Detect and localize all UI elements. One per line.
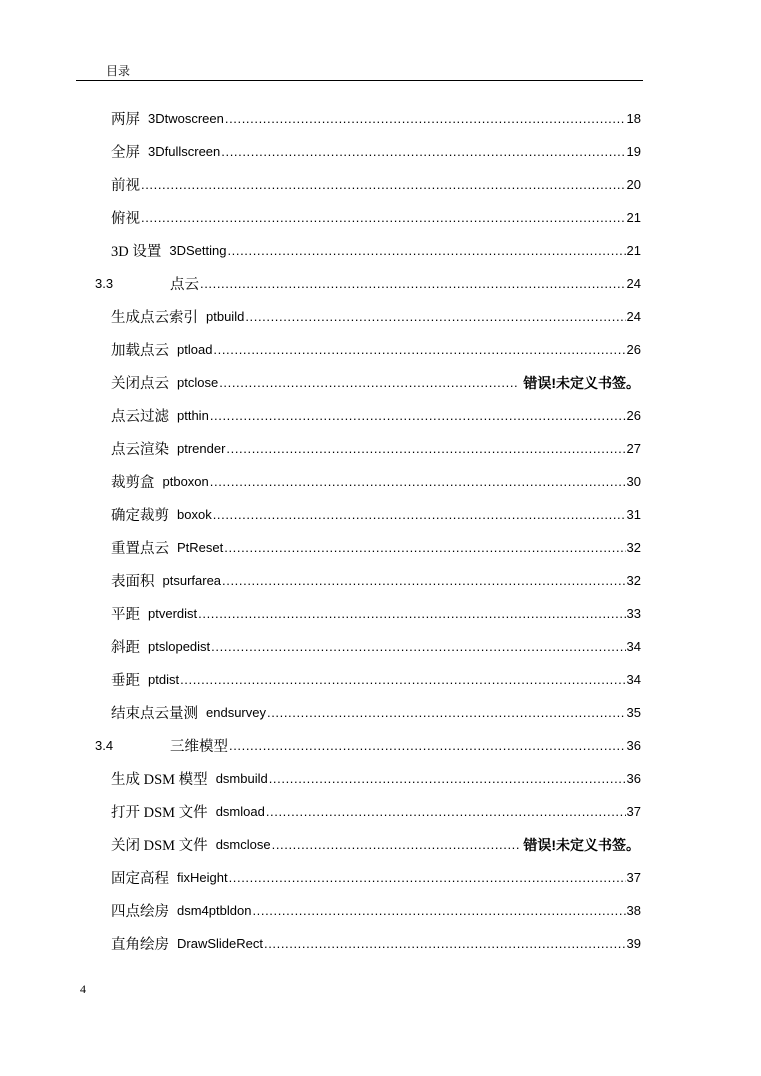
toc-page-number: 24 [626, 276, 641, 291]
toc-page-number: 35 [626, 705, 641, 720]
toc-dot-leader [200, 277, 626, 290]
toc-entry[interactable] [0, 399, 761, 432]
toc-entry-command: ptverdist [148, 606, 198, 621]
toc-entry[interactable] [0, 300, 761, 333]
toc-entry-title: 四点绘房 [111, 904, 169, 920]
toc-entry-title: 表面积 [111, 574, 155, 590]
toc-entry[interactable] [0, 234, 761, 267]
header-rule [76, 80, 643, 81]
toc-entry-title: 3D 设置 [111, 244, 162, 260]
toc-dot-leader [266, 805, 626, 818]
toc-entry[interactable] [0, 663, 761, 696]
toc-entry-title: 关闭点云 [111, 376, 169, 392]
toc-dot-leader [198, 607, 625, 620]
toc-entry-title: 重置点云 [111, 541, 169, 557]
toc-entry[interactable] [0, 630, 761, 663]
toc-dot-leader [141, 178, 626, 191]
toc-entry[interactable] [0, 498, 761, 531]
toc-dot-leader [210, 475, 626, 488]
toc-dot-leader [224, 541, 625, 554]
toc-entry-title: 固定高程 [111, 871, 169, 887]
toc-page-number: 20 [626, 177, 641, 192]
toc-entry-title: 点云过滤 [111, 409, 169, 425]
toc-entry[interactable] [0, 762, 761, 795]
toc-entry[interactable] [0, 861, 761, 894]
toc-dot-leader [141, 211, 626, 224]
toc-entry-command: dsm4ptbldon [177, 903, 252, 918]
toc-page-number: 32 [626, 573, 641, 588]
toc-page-number: 36 [626, 738, 641, 753]
toc-entry[interactable] [0, 564, 761, 597]
toc-page-number: 32 [626, 540, 641, 555]
toc-entry[interactable] [0, 597, 761, 630]
toc-dot-leader [210, 409, 626, 422]
toc-page-number: 38 [626, 903, 641, 918]
toc-entry-command: dsmload [215, 804, 265, 819]
toc-entry-title: 加载点云 [111, 343, 169, 359]
running-header: 目录 [106, 64, 131, 78]
toc-entry-command: ptbuild [206, 309, 245, 324]
toc-entry-title: 平距 [111, 607, 140, 623]
toc-page-number: 21 [626, 243, 641, 258]
toc-entry-command: ptrender [177, 441, 226, 456]
toc-entry-command: ptsurfarea [162, 573, 222, 588]
toc-dot-leader [213, 343, 625, 356]
toc-dot-leader [219, 376, 519, 389]
toc-page-number: 37 [626, 804, 641, 819]
toc-entry[interactable] [0, 795, 761, 828]
toc-page-number: 30 [626, 474, 641, 489]
toc-dot-leader [267, 706, 626, 719]
toc-entry[interactable] [0, 432, 761, 465]
toc-page-number: 36 [626, 771, 641, 786]
table-of-contents [0, 102, 761, 960]
toc-entry[interactable] [0, 366, 761, 399]
toc-entry-command: ptthin [177, 408, 209, 423]
toc-section-number: 3.4 [95, 738, 114, 753]
toc-entry[interactable] [0, 135, 761, 168]
toc-entry-title: 打开 DSM 文件 [111, 805, 208, 821]
toc-entry[interactable] [0, 102, 761, 135]
toc-dot-leader [211, 640, 625, 653]
toc-entry[interactable] [0, 696, 761, 729]
page-number: 4 [80, 982, 86, 996]
toc-dot-leader [213, 508, 626, 521]
toc-page-number: 33 [626, 606, 641, 621]
toc-page-number: 34 [626, 639, 641, 654]
toc-dot-leader [252, 904, 625, 917]
toc-entry-command: PtReset [177, 540, 224, 555]
toc-bookmark-error: 错误!未定义书签。 [523, 374, 640, 391]
toc-bookmark-error: 错误!未定义书签。 [523, 836, 640, 853]
toc-entry-command: ptload [177, 342, 213, 357]
toc-page-number: 27 [626, 441, 641, 456]
toc-page-number: 37 [626, 870, 641, 885]
toc-page-number: 26 [626, 342, 641, 357]
toc-entry-command: DrawSlideRect [177, 936, 263, 951]
toc-entry-title: 结束点云量测 [111, 706, 198, 722]
toc-entry-title: 裁剪盒 [111, 475, 155, 491]
toc-dot-leader [245, 310, 625, 323]
toc-dot-leader [227, 244, 625, 257]
toc-page-number: 26 [626, 408, 641, 423]
toc-entry[interactable] [0, 333, 761, 366]
toc-entry-command: ptdist [148, 672, 180, 687]
toc-entry-command: boxok [177, 507, 212, 522]
toc-entry-command: ptclose [177, 375, 219, 390]
toc-entry[interactable] [0, 828, 761, 861]
toc-entry-command: 3Dtwoscreen [148, 111, 224, 126]
toc-entry-command: dsmbuild [215, 771, 268, 786]
toc-page-number: 19 [626, 144, 641, 159]
toc-page-number: 39 [626, 936, 641, 951]
toc-entry[interactable] [0, 927, 761, 960]
toc-page-number: 24 [626, 309, 641, 324]
toc-entry-title: 关闭 DSM 文件 [111, 838, 208, 854]
toc-entry[interactable] [0, 168, 761, 201]
toc-entry-command: 3DSetting [169, 243, 227, 258]
toc-entry-title: 点云 [170, 277, 199, 293]
toc-entry-title: 俯视 [111, 211, 140, 227]
toc-entry[interactable] [0, 894, 761, 927]
toc-entry-title: 垂距 [111, 673, 140, 689]
toc-entry-title: 两屏 [111, 112, 140, 128]
toc-entry-title: 前视 [111, 178, 140, 194]
toc-dot-leader [225, 112, 626, 125]
toc-entry-command: dsmclose [215, 837, 271, 852]
toc-entry[interactable] [0, 267, 761, 300]
toc-dot-leader [229, 871, 626, 884]
toc-entry-command: fixHeight [177, 870, 228, 885]
toc-entry-title: 直角绘房 [111, 937, 169, 953]
toc-dot-leader [269, 772, 626, 785]
toc-entry[interactable] [0, 729, 761, 762]
toc-dot-leader [222, 574, 625, 587]
toc-entry-title: 斜距 [111, 640, 140, 656]
toc-dot-leader [221, 145, 625, 158]
toc-entry-title: 生成 DSM 模型 [111, 772, 208, 788]
toc-entry-command: ptboxon [162, 474, 209, 489]
toc-entry-command: 3Dfullscreen [148, 144, 221, 159]
toc-dot-leader [272, 838, 520, 851]
toc-entry-title: 确定裁剪 [111, 508, 169, 524]
toc-section-number: 3.3 [95, 276, 114, 291]
toc-entry[interactable] [0, 201, 761, 234]
toc-dot-leader [180, 673, 625, 686]
toc-page-number: 21 [626, 210, 641, 225]
toc-entry[interactable] [0, 465, 761, 498]
toc-entry-command: ptslopedist [148, 639, 211, 654]
toc-dot-leader [229, 739, 626, 752]
toc-entry[interactable] [0, 531, 761, 564]
toc-entry-title: 点云渲染 [111, 442, 169, 458]
toc-entry-command: endsurvey [206, 705, 266, 720]
toc-entry-title: 全屏 [111, 145, 140, 161]
toc-entry-title: 三维模型 [170, 739, 228, 755]
toc-dot-leader [226, 442, 625, 455]
toc-page-number: 34 [626, 672, 641, 687]
toc-page-number: 31 [626, 507, 641, 522]
toc-entry-title: 生成点云索引 [111, 310, 198, 326]
toc-dot-leader [264, 937, 626, 950]
toc-page-number: 18 [626, 111, 641, 126]
